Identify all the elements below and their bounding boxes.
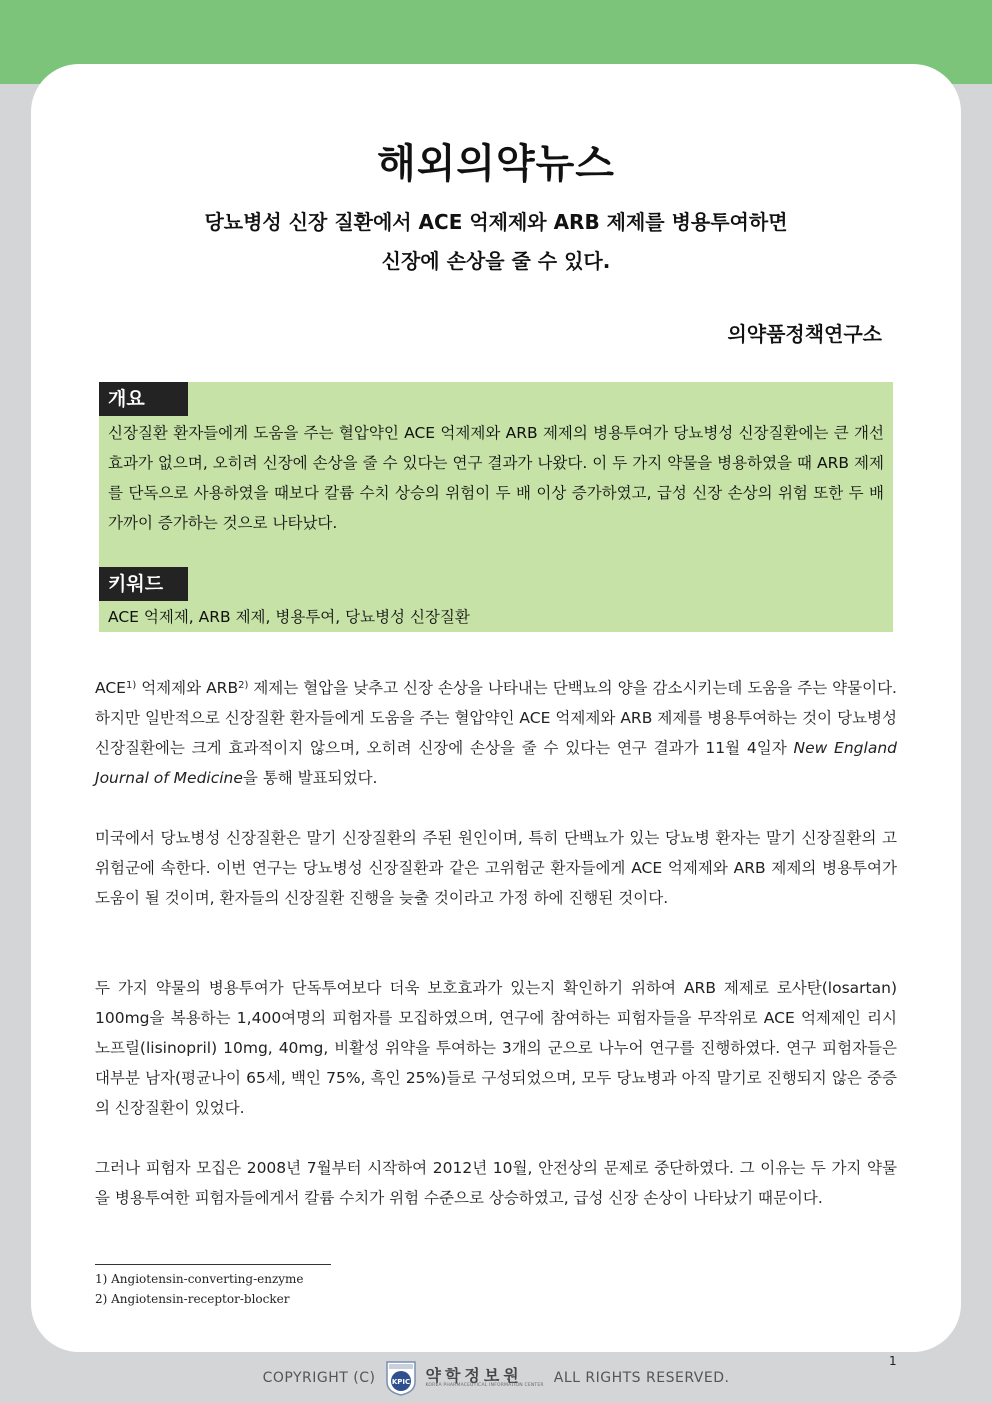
kpic-emblem-icon [385,1360,417,1396]
footnote-divider [95,1264,331,1265]
organization-name: 의약품정책연구소 [727,322,882,346]
p1-part-c: 제제는 혈압을 낮추고 신장 손상을 나타내는 단백뇨의 양을 감소시키는데 도움을 주는 약물이다. 하지만 일반적으로 신장질환 환자들에게 도움을 주는 혈압약인 ACE 억제제와 ARB 제제를 병용투여하는 것이 당뇨병성 신장질환에는 크게 효과적이지 않으며, 오히려 신장에 손상을 줄 수 있다는 연구 결과가 11월 4일자 [95,679,897,757]
kpic-logo [385,1360,543,1396]
copyright-right: ALL RIGHTS RESERVED. [553,1370,730,1386]
p1-part-a: ACE [95,679,126,697]
body-paragraph-4: 그러나 피험자 모집은 2008년 7월부터 시작하여 2012년 10월, 안전상의 문제로 중단하였다. 그 이유는 두 가지 약물을 병용투여한 피험자들에게서 칼륨 수치가 위험 수준으로 상승하였고, 급성 신장 손상이 나타났기 때문이다. [95,1159,897,1207]
summary-text: 신장질환 환자들에게 도움을 주는 혈압약인 ACE 억제제와 ARB 제제의 병용투여가 당뇨병성 신장질환에는 큰 개선효과가 없으며, 오히려 신장에 손상을 줄 수 있다는 연구 결과가 나왔다. 이 두 가지 약물을 병용하였을 때 ARB 제제를 단독으로 사용하였을 때보다 칼륨 수치 상승의 위험이 두 배 이상 증가하였고, 급성 신장 손상의 위험 또한 두 배 가까이 증가하는 것으로 나타났다. [108,424,884,532]
subtitle-line-1: 당뇨병성 신장 질환에서 ACE 억제제와 ARB 제제를 병용투여하면 [204,210,788,234]
body-paragraph-1 [95,673,897,793]
keyword-text: ACE 억제제, ARB 제제, 병용투여, 당뇨병성 신장질환 [108,608,470,626]
p1-part-b: 억제제와 ARB [136,679,239,697]
page-title: 해외의약뉴스 [377,141,615,187]
footnote-2: 2) Angiotensin-receptor-blocker [95,1292,290,1306]
subtitle-line-2: 신장에 손상을 줄 수 있다. [381,249,611,273]
keyword-label: 키워드 [99,567,188,601]
logo-korean-name: 약학정보원 [425,1365,523,1385]
footer [0,1358,992,1398]
body-paragraph-2: 미국에서 당뇨병성 신장질환은 말기 신장질환의 주된 원인이며, 특히 단백뇨가 있는 당뇨병 환자는 말기 신장질환의 고위험군에 속한다. 이번 연구는 당뇨병성 신장질환과 같은 고위험군 환자들에게 ACE 억제제와 ARB 제제의 병용투여가 도움이 될 것이며, 환자들의 신장질환 진행을 늦출 것이라고 가정 하에 진행된 것이다. [95,829,897,907]
p1-part-d: 을 통해 발표되었다. [242,769,378,787]
summary-label: 개요 [99,382,188,416]
footnote-ref-1: 1) [125,680,137,691]
body-paragraph-3: 두 가지 약물의 병용투여가 단독투여보다 더욱 보호효과가 있는지 확인하기 위하여 ARB 제제로 로사탄(losartan) 100mg을 복용하는 1,400여명의 피험자를 모집하였으며, 연구에 참여하는 피험자들을 무작위로 ACE 억제제인 리시노프릴(lisinopril) 10mg, 40mg, 비활성 위약을 투여하는 3개의 군으로 나누어 연구를 진행하였다. 연구 피험자들은 대부분 남자(평균나이 65세, 백인 75%, 흑인 25%)들로 구성되었으며, 모두 당뇨병과 아직 말기로 진행되지 않은 중증의 신장질환이 있었다. [95,979,897,1117]
logo-badge-text: KPIC [392,1378,411,1386]
copyright-left: COPYRIGHT (C) [262,1370,376,1386]
article-subtitle [0,203,992,281]
logo-english-name: KOREA PHARMACEUTICAL INFORMATION CENTER [425,1383,544,1389]
journal-name: New England Journal of Medicine [95,739,897,787]
footnote-ref-2: 2) [238,680,249,691]
logo-text-group [425,1367,543,1390]
footnote-1: 1) Angiotensin-converting-enzyme [95,1272,304,1286]
page-number: 1 [889,1354,897,1368]
